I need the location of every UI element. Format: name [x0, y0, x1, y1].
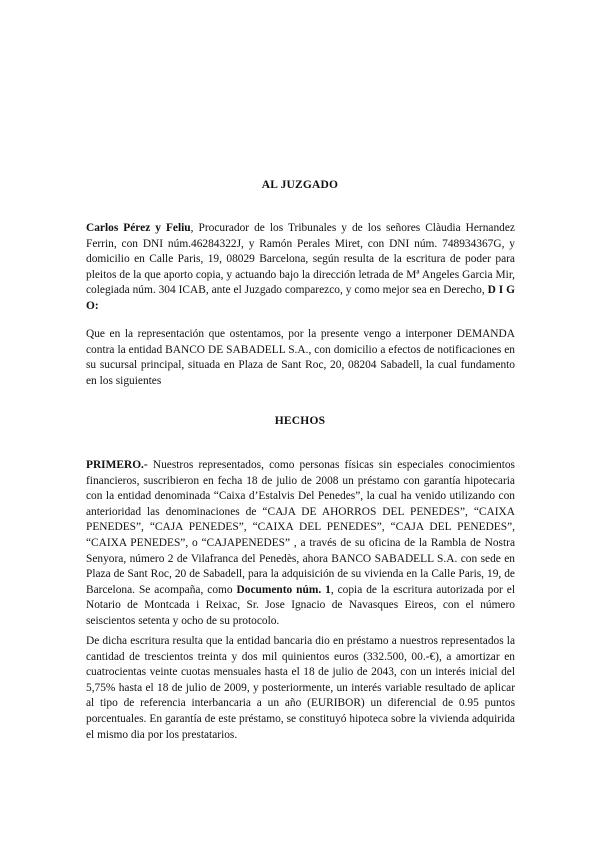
intro-paragraph [86, 221, 515, 315]
escritura-paragraph: De dicha escritura resulta que la entidad bancaria dio en préstamo a nuestros representados la cantidad de trescientos treinta y dos mil quinientos euros (332.500, 00.-€), a amortizar en cuatrocientas veinte cuotas mensuales hasta el 18 de julio de 2043, con un interés inicial del 5,75% hasta el 18 de julio de 2009, y posteriormente, un interés variable resultado de aplicar al tipo de referencia interbancaria a un año (EURIBOR) un diferencial de 0.95 puntos porcentuales. En garantía de este préstamo, se constituyó hipoteca sobre la vivienda adquirida el mismo dia por los prestatarios. [86, 635, 515, 741]
hechos-heading: HECHOS [274, 415, 326, 427]
primero-text-b: , copia de la escritura autorizada por el Notario de Montcada i Reixac, Sr. Jose Ignacio de Navasques Eireos, con el número seiscientos setenta y ocho de su protocolo. [86, 583, 515, 627]
procurador-name: Carlos Pérez y Feliu [86, 222, 191, 234]
primero-paragraph [86, 458, 515, 630]
page-title: AL JUZGADO [261, 179, 339, 191]
documento-label: Documento núm. 1 [236, 583, 331, 596]
primero-label: PRIMERO.- [86, 459, 148, 471]
demanda-paragraph: Que en la representación que ostentamos, por la presente vengo a interponer DEMANDA contra la entidad BANCO DE SABADELL S.A., con domicilio a efectos de notificaciones en su sucursal principal, situada en Plaza de Sant Roc, 20, 08204 Sabadell, la cual fundamento en los siguientes [86, 328, 515, 387]
intro-text: , Procurador de los Tribunales y de los señores Clàudia Hernandez Ferrin, con DNI núm.46284322J, y Ramón Perales Miret, con DNI núm. 748934367G, y domicilio en Calle Paris, 19, 08029 Barcelona, según resulta de la escritura de poder para pleitos de la que aporto copia, y actuando bajo la dirección letrada de Mª Angeles Garcia Mir, colegiada núm. 304 ICAB, ante el Juzgado comparezco, y como mejor sea en Derecho, [86, 222, 515, 297]
digo-label: D I G O: [86, 284, 515, 312]
primero-text-a: Nuestros representados, como personas físicas sin especiales conocimientos financieros, suscribieron en fecha 18 de julio de 2008 un préstamo con garantía hipotecaria con la entidad denominada “Caixa d’Estalvis Del Penedes”, la cual ha venido utilizando con anterioridad las denominaciones de “CAJA DE AHORROS DEL PENEDES”, “CAIXA PENEDES”, “CAJA PENEDES”, “CAIXA DEL PENEDES”, “CAJA DEL PENEDES”, “CAIXA PENEDES”, o “CAJAPENEDES” , a través de su oficina de la Rambla de Nostra Senyora, número 2 de Vilafranca del Penedès, ahora BANCO SABADELL S.A. con sede en Plaza de Sant Roc, 20 de Sabadell, para la adquisición de su vivienda en la Calle Paris, 19, de Barcelona. Se acompaña, como [86, 459, 515, 596]
